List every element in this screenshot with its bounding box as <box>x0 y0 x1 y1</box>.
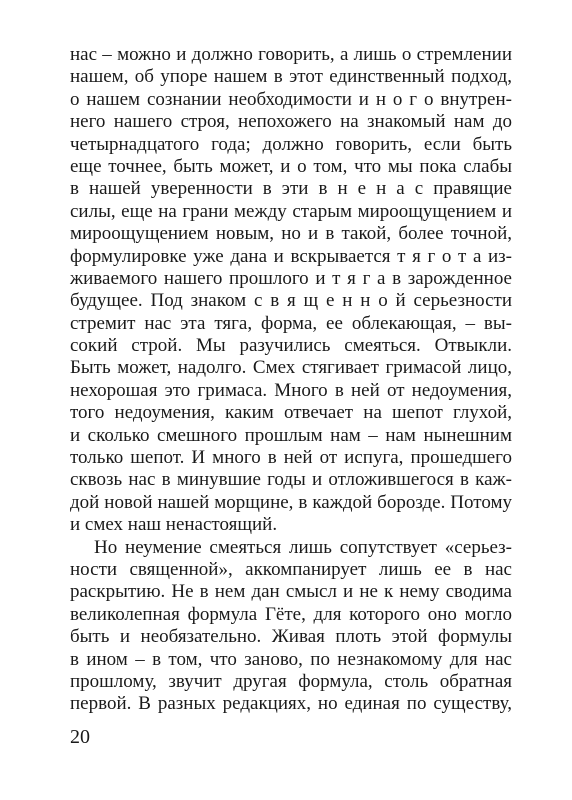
text-line: сокий строй. Мы разучились смеяться. Отвыкли. <box>70 335 512 357</box>
text-line: силы, еще на грани между старым мироощущением и <box>70 200 512 222</box>
text-line: стремит нас эта тяга, форма, ее облекающая, – вы- <box>70 312 512 334</box>
text-line: того недоумения, каким отвечает на шепот глухой, <box>70 402 512 424</box>
text-line: только шепот. И много в ней от испуга, прошедшего <box>70 447 512 469</box>
text-line: о нашем сознании необходимости и н о г о внутрен- <box>70 88 512 110</box>
text-line: ности священной», аккомпанирует лишь ее в нас <box>70 558 512 580</box>
text-line: и сколько смешного прошлым нам – нам нынешним <box>70 424 512 446</box>
text-line: формулировке уже дана и вскрывается т я г о т а из- <box>70 245 512 267</box>
text-line: еще точнее, быть может, и о том, что мы пока слабы <box>70 155 512 177</box>
text-line: живаемого нашего прошлого и т я г а в зарожденное <box>70 267 512 289</box>
text-line: быть и необязательно. Живая плоть этой формулы <box>70 626 512 648</box>
paragraph-1 <box>70 44 512 537</box>
text-line: первой. В разных редакциях, но единая по существу, <box>70 693 512 715</box>
text-line: Но неумение смеяться лишь сопутствует «серьез- <box>94 536 512 558</box>
text-line: нашем, об упоре нашем в этот единственный подход, <box>70 66 512 88</box>
text-line: него нашего строя, непохожего на знакомый нам до <box>70 111 512 133</box>
text-line: в ином – в том, что заново, по незнакомому для нас <box>70 648 512 670</box>
text-line: будущее. Под знаком с в я щ е н н о й серьезности <box>70 290 512 312</box>
text-line: нехорошая это гримаса. Много в ней от недоумения, <box>70 379 512 401</box>
body-text <box>70 44 512 716</box>
text-line: в нашей уверенности в эти в н е н а с правящие <box>70 178 512 200</box>
text-line: и смех наш ненастоящий. <box>70 514 278 536</box>
text-line: раскрытию. Не в нем дан смысл и не к нему сводима <box>70 581 512 603</box>
text-line: прошлому, звучит другая формула, столь обратная <box>70 670 512 692</box>
text-line: мироощущением новым, но и в такой, более точной, <box>70 223 512 245</box>
page-number: 20 <box>70 726 90 748</box>
text-line: великолепная формула Гёте, для которого оно могло <box>70 603 512 625</box>
paragraph-2 <box>70 537 512 716</box>
text-line: нас – можно и должно говорить, а лишь о стремлении <box>70 44 512 65</box>
text-line: дой новой нашей морщине, в каждой борозде. Потому <box>70 491 512 513</box>
text-line: сквозь нас в минувшие годы и отложившегося в каж- <box>70 469 512 491</box>
text-line: Быть может, надолго. Смех стягивает гримасой лицо, <box>70 357 512 379</box>
text-line: четырнадцатого года; должно говорить, если быть <box>70 133 512 155</box>
